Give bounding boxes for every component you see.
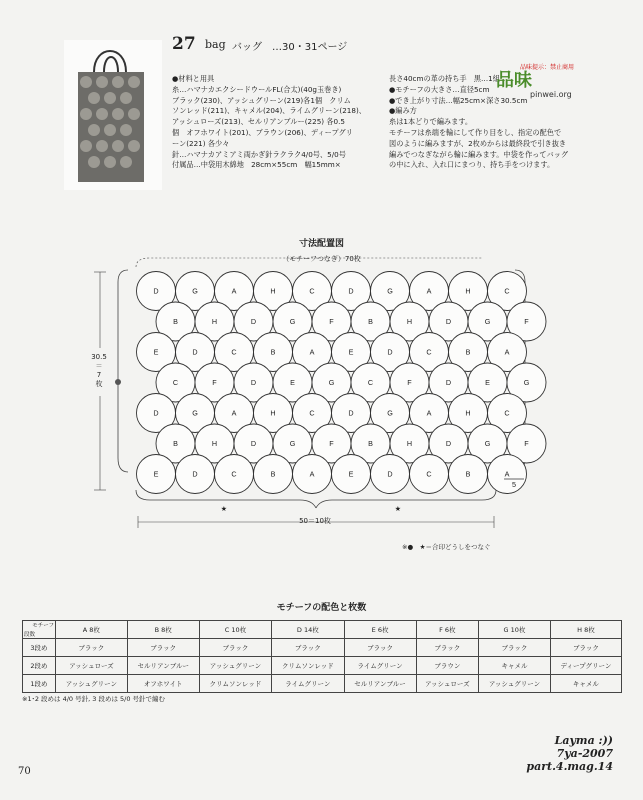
corner-motif-label: モチーフ bbox=[32, 623, 54, 629]
table-cell: ブラック bbox=[127, 639, 199, 657]
color-table bbox=[22, 620, 622, 693]
materials-line: 個 オフホワイト(201)、ブラウン(206)、ディープグリ bbox=[172, 127, 353, 137]
motif-letter: A bbox=[504, 469, 510, 479]
motif-letter: D bbox=[348, 408, 354, 418]
pattern-subtitle: バッグ …30・31ページ bbox=[232, 42, 348, 53]
motif-circles bbox=[137, 272, 547, 494]
table-cell: ブラック bbox=[416, 639, 479, 657]
table-header-row bbox=[23, 621, 622, 639]
motif-letter: G bbox=[387, 408, 393, 418]
motif-letter: D bbox=[153, 408, 159, 418]
motif-letter: D bbox=[445, 378, 452, 388]
star-mark-right: ★ bbox=[394, 504, 402, 513]
motif-letter: H bbox=[406, 317, 413, 327]
table-cell: クリムソンレッド bbox=[199, 675, 271, 693]
motif-letter: A bbox=[426, 408, 432, 418]
instructions-line: 編みでつなぎながら輪に編みます。中袋を作ってバッグ bbox=[389, 149, 569, 159]
table-header-cell: H 8枚 bbox=[550, 621, 621, 639]
motif-letter: B bbox=[173, 317, 178, 327]
table-header-cell: E 6枚 bbox=[344, 621, 416, 639]
motif-letter: E bbox=[348, 469, 354, 479]
motif-letter: C bbox=[367, 378, 374, 388]
motif-letter: H bbox=[270, 408, 276, 418]
table-cell: アッシュローズ bbox=[56, 657, 128, 675]
motif-letter: C bbox=[309, 408, 315, 418]
table-row bbox=[23, 657, 622, 675]
table-cell: セルリアンブルー bbox=[127, 657, 199, 675]
motif-letter: F bbox=[524, 439, 529, 449]
motif-letter: B bbox=[173, 439, 178, 449]
motif-letter: G bbox=[523, 378, 530, 388]
motif-letter: D bbox=[250, 317, 257, 327]
motif-letter: E bbox=[485, 378, 490, 388]
motif-letter: B bbox=[270, 347, 276, 357]
motif-letter: D bbox=[387, 469, 393, 479]
instructions-line: 図のように編みますが、2枚めからは最終段で引き抜き bbox=[389, 138, 567, 148]
motif-letter: E bbox=[290, 378, 295, 388]
pattern-type: bag bbox=[205, 38, 226, 51]
motif-letter: C bbox=[426, 469, 432, 479]
table-cell: アッシュグリーン bbox=[56, 675, 128, 693]
instructions-line: 長さ40cmの革の持ち手 黒…1組 bbox=[389, 74, 500, 83]
page-number: 70 bbox=[18, 766, 31, 777]
frame-top bbox=[136, 258, 482, 267]
table-cell: ブラック bbox=[56, 639, 128, 657]
instructions-line: ●モチーフの大きさ…直径5cm bbox=[389, 84, 490, 94]
motif-letter: H bbox=[465, 408, 471, 418]
diagram-subtitle: （モチーフつなぎ）70枚 bbox=[282, 255, 361, 263]
height-value: 30.5 bbox=[91, 353, 107, 361]
instructions-line: 糸は1本どりで編みます。 bbox=[389, 117, 473, 127]
table-cell: ブラウン bbox=[416, 657, 479, 675]
motif-letter: B bbox=[368, 439, 373, 449]
height-unit: 枚 bbox=[95, 380, 103, 388]
table-cell: アッシュグリーン bbox=[479, 675, 551, 693]
motif-letter: D bbox=[192, 469, 198, 479]
materials-line: 付属品…中袋用木綿地 28cm×55cm 幅15mm× bbox=[172, 160, 341, 170]
table-corner bbox=[23, 621, 56, 639]
instructions-line: ●でき上がり寸法…幅25cm×深さ30.5cm bbox=[389, 95, 528, 105]
table-cell: ライムグリーン bbox=[272, 675, 344, 693]
motif-letter: D bbox=[445, 317, 452, 327]
height-equals: ＝ bbox=[95, 362, 103, 370]
table-header-cell: D 14枚 bbox=[272, 621, 344, 639]
motif-letter: H bbox=[406, 439, 413, 449]
motif-letter: E bbox=[153, 469, 159, 479]
table-cell: ブラック bbox=[550, 639, 621, 657]
motif-letter: C bbox=[426, 347, 432, 357]
table-cell: ブラック bbox=[272, 639, 344, 657]
table-cell: キャメル bbox=[550, 675, 621, 693]
corner-row-label: 段数 bbox=[24, 632, 36, 638]
watermark-notice: 品味提示：禁止商用 bbox=[520, 64, 575, 71]
motif-letter: A bbox=[504, 347, 510, 357]
table-cell: アッシュグリーン bbox=[199, 657, 271, 675]
motif-letter: D bbox=[445, 439, 452, 449]
signature-line: part.4.mag.14 bbox=[526, 760, 613, 773]
motif-letter: D bbox=[250, 439, 257, 449]
motif-letter: D bbox=[348, 286, 354, 296]
table-header-cell: G 10枚 bbox=[479, 621, 551, 639]
materials-line: 糸…ハマナカエクシードウールFL(合太)(40g玉巻き) bbox=[172, 84, 342, 94]
table-row bbox=[23, 675, 622, 693]
table-cell: ライムグリーン bbox=[344, 657, 416, 675]
instructions-line: の中に入れ、入れ口にまつり、持ち手をつけます。 bbox=[389, 160, 555, 170]
height-dimension-label bbox=[88, 353, 110, 389]
materials-line: ブラック(230)、アッシュグリーン(219)各1個 クリム bbox=[172, 95, 351, 105]
motif-letter: G bbox=[484, 439, 491, 449]
table-cell: ブラック bbox=[199, 639, 271, 657]
table-cell: オフホワイト bbox=[127, 675, 199, 693]
motif-letter: G bbox=[484, 317, 491, 327]
signature-line: 7ya-2007 bbox=[556, 747, 613, 760]
table-cell: セルリアンブルー bbox=[344, 675, 416, 693]
watermark-logo: 品味 bbox=[496, 70, 532, 91]
needle-note: ※1･2 段めは 4/0 号針, 3 段めは 5/0 号針で編む bbox=[22, 695, 166, 703]
table-cell: キャメル bbox=[479, 657, 551, 675]
motif-letter: G bbox=[387, 286, 393, 296]
motif-letter: H bbox=[270, 286, 276, 296]
row-label: 2段め bbox=[23, 657, 56, 675]
pattern-number: 27 bbox=[172, 34, 196, 54]
row-label: 1段め bbox=[23, 675, 56, 693]
motif-letter: H bbox=[211, 317, 218, 327]
motif-letter: D bbox=[192, 347, 198, 357]
motif-letter: C bbox=[231, 469, 237, 479]
table-header-cell: B 8枚 bbox=[127, 621, 199, 639]
motif-letter: G bbox=[192, 408, 198, 418]
motif-letter: D bbox=[387, 347, 393, 357]
instructions-line: ●編み方 bbox=[389, 106, 417, 116]
table-cell: クリムソンレッド bbox=[272, 657, 344, 675]
materials-line: ーン(221) 各少々 bbox=[172, 138, 230, 148]
motif-letter: G bbox=[289, 439, 296, 449]
materials-line: ソンレッド(211)、キャメル(204)、ライムグリーン(218)、 bbox=[172, 106, 366, 116]
watermark-site: pinwei.org bbox=[530, 90, 572, 99]
join-note: ※● ★＝合印どうしをつなぐ bbox=[402, 543, 491, 551]
signature bbox=[526, 734, 613, 773]
motif-letter: D bbox=[153, 286, 159, 296]
motif-letter: F bbox=[524, 317, 529, 327]
motif-letter: C bbox=[309, 286, 315, 296]
table-header-cell: F 6枚 bbox=[416, 621, 479, 639]
motif-letter: G bbox=[289, 317, 296, 327]
table-cell: ブラック bbox=[479, 639, 551, 657]
diagram-title: 寸法配置図 bbox=[298, 239, 344, 249]
motif-letter: A bbox=[426, 286, 432, 296]
signature-line: Layma :)) bbox=[554, 734, 613, 747]
motif-letter: G bbox=[328, 378, 335, 388]
motif-letter: H bbox=[465, 286, 471, 296]
width-dimension-label: 50＝10枚 bbox=[299, 517, 331, 525]
table-cell: ディープグリーン bbox=[550, 657, 621, 675]
materials-line: アッシュローズ(213)、セルリアンブルー(225) 各0.5 bbox=[172, 117, 345, 127]
table-row bbox=[23, 639, 622, 657]
motif-letter: B bbox=[465, 469, 471, 479]
table-header-cell: C 10枚 bbox=[199, 621, 271, 639]
motif-letter: F bbox=[212, 378, 217, 388]
star-mark-left: ★ bbox=[220, 504, 228, 513]
motif-letter: B bbox=[270, 469, 276, 479]
motif-letter: B bbox=[465, 347, 471, 357]
motif-letter: B bbox=[368, 317, 373, 327]
motif-letter: F bbox=[329, 439, 334, 449]
motif-letter: G bbox=[192, 286, 198, 296]
frame-left-bracket bbox=[118, 270, 128, 472]
motif-letter: H bbox=[211, 439, 218, 449]
table-header-cell: A 8枚 bbox=[56, 621, 128, 639]
motif-letter: A bbox=[309, 347, 315, 357]
materials-line: ●材料と用具 bbox=[172, 74, 215, 83]
size-mark-label: 5 bbox=[512, 480, 516, 489]
motif-letter: A bbox=[231, 286, 237, 296]
instructions-line: モチーフは糸端を輪にして作り目をし、指定の配色で bbox=[389, 127, 562, 137]
color-table-title: モチーフの配色と枚数 bbox=[276, 603, 367, 613]
motif-letter: C bbox=[504, 286, 510, 296]
motif-letter: E bbox=[348, 347, 354, 357]
motif-letter: C bbox=[172, 378, 179, 388]
motif-letter: F bbox=[329, 317, 334, 327]
motif-letter: E bbox=[153, 347, 159, 357]
motif-letter: C bbox=[231, 347, 237, 357]
motif-letter: A bbox=[309, 469, 315, 479]
motif-letter: A bbox=[231, 408, 237, 418]
join-dot-left bbox=[115, 379, 121, 385]
materials-line: 針…ハマナカアミアミ両かぎ針ラクラク4/0号、5/0号 bbox=[172, 149, 346, 159]
motif-letter: C bbox=[504, 408, 510, 418]
table-cell: アッシュローズ bbox=[416, 675, 479, 693]
height-count: 7 bbox=[96, 371, 102, 379]
row-label: 3段め bbox=[23, 639, 56, 657]
table-cell: ブラック bbox=[344, 639, 416, 657]
motif-letter: D bbox=[250, 378, 257, 388]
motif-letter: F bbox=[407, 378, 412, 388]
